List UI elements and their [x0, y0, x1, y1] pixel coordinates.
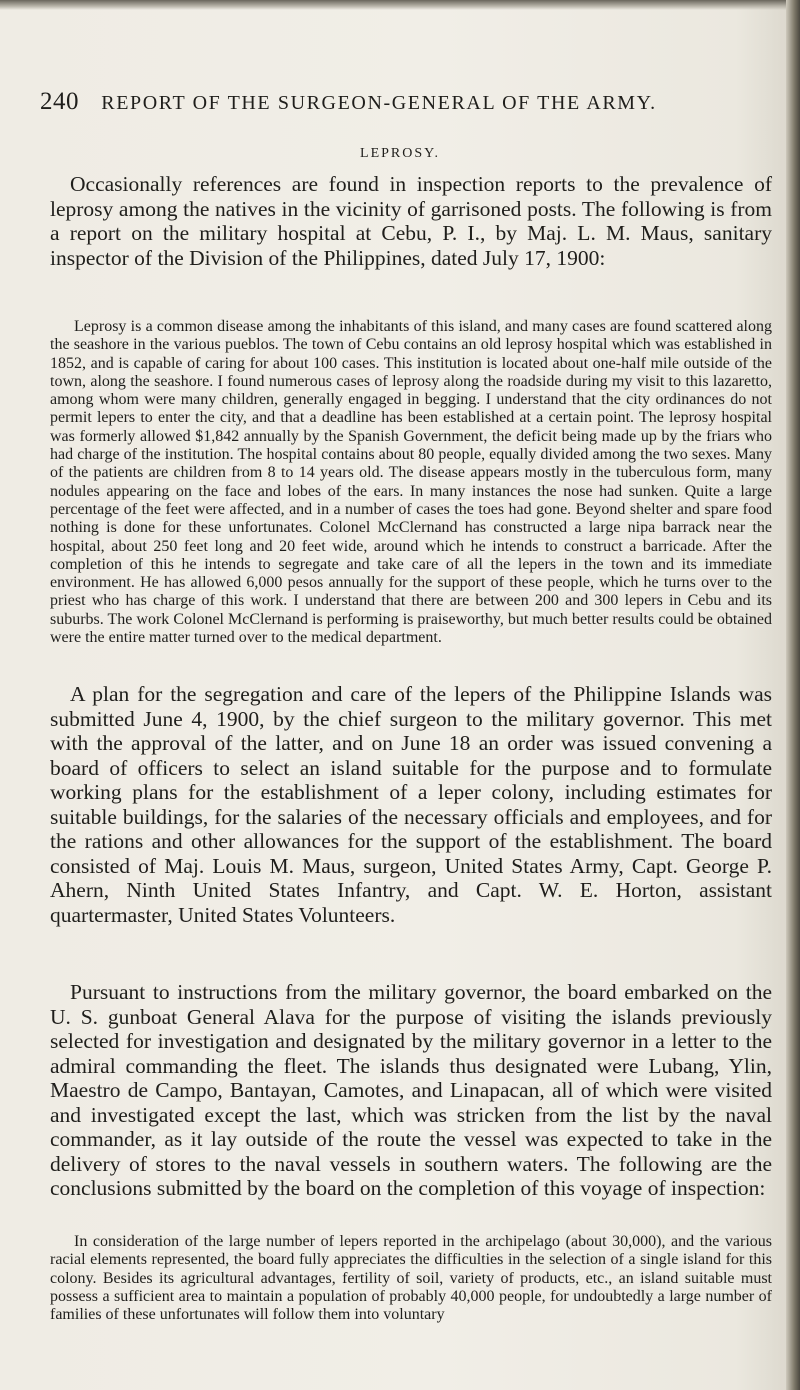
plan-paragraph: A plan for the segregation and care of the lepers of the Philippine Islands was submitted June 4, 1900, by the chief surgeon to the military governor. This met with the approval of the latter, and on June 18 an order was issued convening a board of officers to select an island suitable for the purpose and to formulate working plans for the establishment of a leper colony, including estimates for suitable buildings, for the salaries of the necessary officials and employees, and for the rations and other allowances for the support of the establishment. The board consisted of Maj. Louis M. Maus, surgeon, United States Army, Capt. George P. Ahern, Ninth United States Infantry, and Capt. W. E. Horton, assistant quartermaster, United States Volunteers.	[50, 682, 772, 927]
page-number: 240	[40, 88, 79, 115]
pursuant-paragraph: Pursuant to instructions from the military governor, the board embarked on the U. S. gunboat General Alava for the purpose of visiting the islands previously selected for investigation and designated by the military governor in a letter to the admiral commanding the fleet. The islands thus designated were Lubang, Ylin, Maestro de Campo, Bantayan, Camotes, and Linapacan, all of which were visited and investigated except the last, which was stricken from the list by the naval commander, as it lay outside of the route the vessel was expected to take in the delivery of stores to the naval vessels in southern waters. The following are the conclusions submitted by the board on the completion of this voyage of inspection:	[50, 980, 772, 1200]
intro-paragraph-block	[50, 172, 772, 270]
page-top-shadow	[0, 0, 800, 10]
running-head	[40, 88, 760, 116]
quoted-report: Leprosy is a common disease among the inhabitants of this island, and many cases are found scattered along the seashore in the various pueblos. The town of Cebu contains an old leprosy hospital which was established in 1852, and is capable of caring for about 100 cases. This institution is located about one-half mile outside of the town, along the seashore. I found numerous cases of leprosy along the roadside during my visit to this lazaretto, among whom were many children, generally engaged in begging. I understand that the city ordinances do not permit lepers to enter the city, and that a deadline has been established at a certain point. The leprosy hospital was formerly allowed $1,842 annually by the Spanish Government, the deficit being made up by the friars who had charge of the institution. The hospital contains about 80 people, equally divided among the two sexes. Many of the patients are children from 8 to 14 years old. The disease appears mostly in the tuberculous form, many nodules appearing on the face and lobes of the ears. In many instances the nose had sunken. Quite a large percentage of the feet were affected, and in a number of cases the toes had gone. Beyond shelter and spare food nothing is done for these unfortunates. Colonel McClernand has constructed a large nipa barrack near the hospital, about 250 feet long and 20 feet wide, around which he intends to construct a barricade. After the completion of this he intends to segregate and take care of all the lepers in the town and its immediate environment. He has allowed 6,000 pesos annually for the support of these people, which he turns over to the priest who has charge of this work. I understand that there are between 200 and 300 lepers in Cebu and its suburbs. The work Colonel McClernand is performing is praiseworthy, but much better results could be obtained were the entire matter turned over to the medical department.	[50, 318, 772, 647]
intro-paragraph: Occasionally references are found in inspection reports to the prevalence of leprosy among the natives in the vicinity of garrisoned posts. The following is from a report on the military hospital at Cebu, P. I., by Maj. L. M. Maus, sanitary inspector of the Division of the Philippines, dated July 17, 1900:	[50, 172, 772, 270]
board-conclusions-block	[50, 1233, 772, 1324]
running-title: REPORT OF THE SURGEON-GENERAL OF THE ARMY.	[101, 92, 657, 114]
page-binding-edge	[786, 0, 800, 1390]
pursuant-paragraph-block	[50, 980, 772, 1201]
section-title: LEPROSY.	[360, 146, 440, 161]
board-conclusions: In consideration of the large number of lepers reported in the archipelago (about 30,000), and the various racial elements represented, the board fully appreciates the difficulties in the selection of a single island for this colony. Besides its agricultural advantages, fertility of soil, variety of products, etc., an island suitable must possess a sufficient area to maintain a population of probably 40,000 people, for undoubtedly a large number of families of these unfortunates will follow them into voluntary	[50, 1233, 772, 1324]
quoted-report-block	[50, 318, 772, 647]
plan-paragraph-block	[50, 682, 772, 927]
